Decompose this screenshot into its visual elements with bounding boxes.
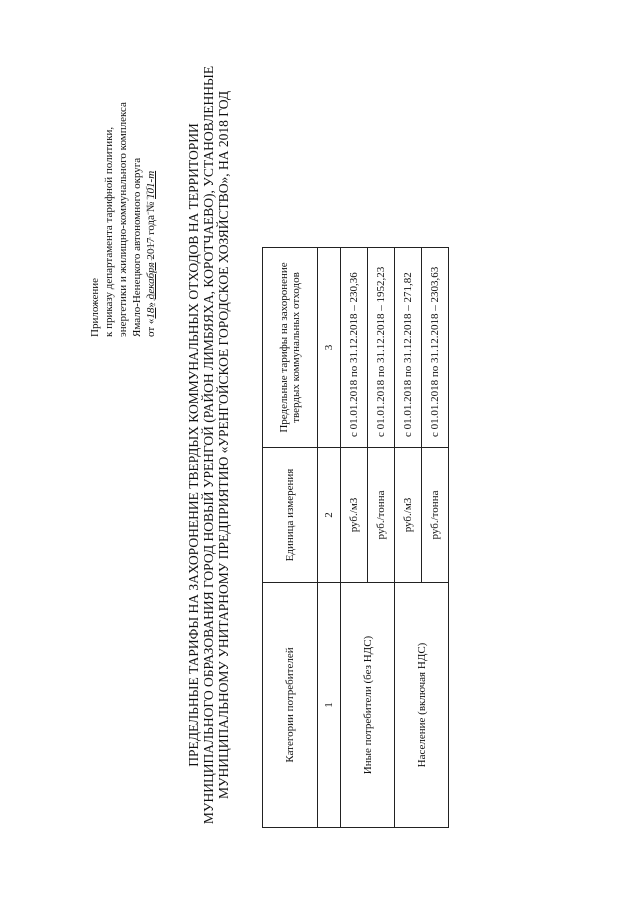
date-prefix: от « <box>145 318 157 337</box>
title-line-3: МУНИЦИПАЛЬНОМУ УНИТАРНОМУ ПРЕДПРИЯТИЮ «УРЕНГОЙСКОЕ ГОРОДСКОЕ ХОЗЯЙСТВО», НА 2018 ГОД <box>216 90 231 800</box>
tariff-cell: с 01.01.2018 по 31.12.2018 – 1952,23 <box>368 248 395 448</box>
table-header-row <box>263 248 318 828</box>
tariff-cell: с 01.01.2018 по 31.12.2018 – 2303,63 <box>422 248 449 448</box>
header-unit: Единица измерения <box>263 448 318 583</box>
table-row <box>341 248 368 828</box>
appendix-block <box>88 7 158 337</box>
tariff-cell: с 01.01.2018 по 31.12.2018 – 230,36 <box>341 248 368 448</box>
category-cell: Иные потребители (без НДС) <box>341 583 395 828</box>
date-month: декабря <box>145 262 157 300</box>
appendix-region-line: Ямало-Ненецкого автономного округа <box>131 157 143 337</box>
col-number-1: 1 <box>318 583 341 828</box>
col-number-2: 2 <box>318 448 341 583</box>
stamp-mark <box>146 184 189 306</box>
tariff-table <box>262 247 449 828</box>
date-day: 18 <box>145 307 157 319</box>
appendix-order-line: к приказу департамента тарифной политики, <box>103 126 115 337</box>
header-category: Категории потребителей <box>263 583 318 828</box>
unit-cell: руб./м3 <box>341 448 368 583</box>
table-number-row <box>318 248 341 828</box>
header-tariff: Предельные тарифы на захоронение твердых коммунальных отходов <box>263 248 318 448</box>
order-number: 101-т <box>145 170 157 199</box>
unit-cell: руб./м3 <box>395 448 422 583</box>
unit-cell: руб./тонна <box>368 448 395 583</box>
col-number-3: 3 <box>318 248 341 448</box>
unit-cell: руб./тонна <box>422 448 449 583</box>
category-cell: Население (включая НДС) <box>395 583 449 828</box>
tariff-cell: с 01.01.2018 по 31.12.2018 – 271,82 <box>395 248 422 448</box>
date-year: 2017 года № <box>145 198 157 263</box>
document-title <box>186 65 231 825</box>
appendix-department-line: энергетики и жилищно-коммунального комплекса <box>117 102 129 337</box>
title-line-2: МУНИЦИПАЛЬНОГО ОБРАЗОВАНИЯ ГОРОД НОВЫЙ УРЕНГОЙ (РАЙОН ЛИМБЯЯХА, КОРОТЧАЕВО), УСТАНОВЛЕННЫЕ <box>201 65 216 825</box>
title-line-1: ПРЕДЕЛЬНЫЕ ТАРИФЫ НА ЗАХОРОНЕНИЕ ТВЕРДЫХ КОММУНАЛЬНЫХ ОТХОДОВ НА ТЕРРИТОРИИ <box>186 123 201 767</box>
appendix-title: Приложение <box>89 277 101 337</box>
date-separator: » <box>145 299 157 308</box>
table-row <box>395 248 422 828</box>
